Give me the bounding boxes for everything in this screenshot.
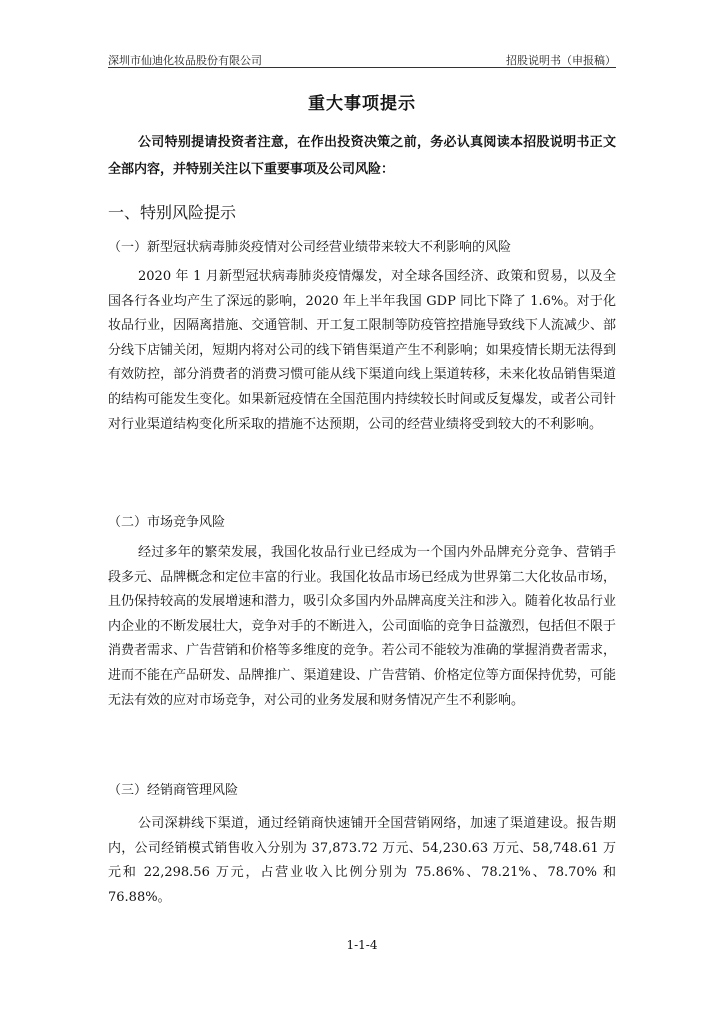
subsection-heading-covid-risk: （一）新型冠状病毒肺炎疫情对公司经营业绩带来较大不利影响的风险 — [108, 240, 512, 255]
page-number: 1-1-4 — [346, 938, 378, 952]
paragraph-covid-risk: 2020 年 1 月新型冠状病毒肺炎疫情爆发，对全球各国经济、政策和贸易，以及全国各行各业均产生了深远的影响，2020 年上半年我国 GDP 同比下降了 1.6%。对于化妆品行业，因隔离措施、交通管制、开工复工限制等防疫管控措施导致线下人流减少、部分线下店铺关闭，短期内将对公司的线下销售渠道产生不利影响；如果疫情长期无法得到有效防控，部分消费者的消费习惯可能从线下渠道向线上渠道转移，未来化妆品销售渠道的结构可能发生变化。如果新冠疫情在全国范围内持续较长时间或反复爆发，或者公司针对行业渠道结构变化所采取的措施不达预期，公司的经营业绩将受到较大的不利影响。 — [108, 269, 616, 432]
subsection-heading-competition-risk: （二）市场竞争风险 — [108, 515, 226, 530]
header-company-name: 深圳市仙迪化妆品股份有限公司 — [108, 54, 262, 67]
header-document-type: 招股说明书（申报稿） — [506, 54, 616, 67]
paragraph-competition-risk: 经过多年的繁荣发展，我国化妆品行业已经成为一个国内外品牌充分竞争、营销手段多元、品牌概念和定位丰富的行业。我国化妆品市场已经成为世界第二大化妆品市场，且仍保持较高的发展增速和潜力，吸引众多国内外品牌高度关注和涉入。随着化妆品行业内企业的不断发展壮大，竞争对手的不断进入，公司面临的竞争日益激烈，包括但不限于消费者需求、广告营销和价格等多维度的竞争。若公司不能较为准确的掌握消费者需求，进而不能在产品研发、品牌推广、渠道建设、广告营销、价格定位等方面保持优势，可能无法有效的应对市场竞争，对公司的业务发展和财务情况产生不利影响。 — [108, 545, 616, 708]
header-divider — [108, 67, 616, 68]
page-title: 重大事项提示 — [308, 94, 416, 114]
page-header — [108, 50, 616, 66]
investor-notice: 公司特别提请投资者注意，在作出投资决策之前，务必认真阅读本招股说明书正文全部内容，并特别关注以下重要事项及公司风险： — [108, 135, 616, 177]
paragraph-distributor-risk: 公司深耕线下渠道，通过经销商快速铺开全国营销网络，加速了渠道建设。报告期内，公司经销模式销售收入分别为 37,873.72 万元、54,230.63 万元、58,748.61 万元和 22,298.56 万元，占营业收入比例分别为 75.86%、78.21%、78.70% 和 76.88%。 — [108, 816, 616, 905]
section-heading-special-risks: 一、特别风险提示 — [108, 203, 237, 222]
subsection-heading-distributor-risk: （三）经销商管理风险 — [108, 783, 239, 798]
